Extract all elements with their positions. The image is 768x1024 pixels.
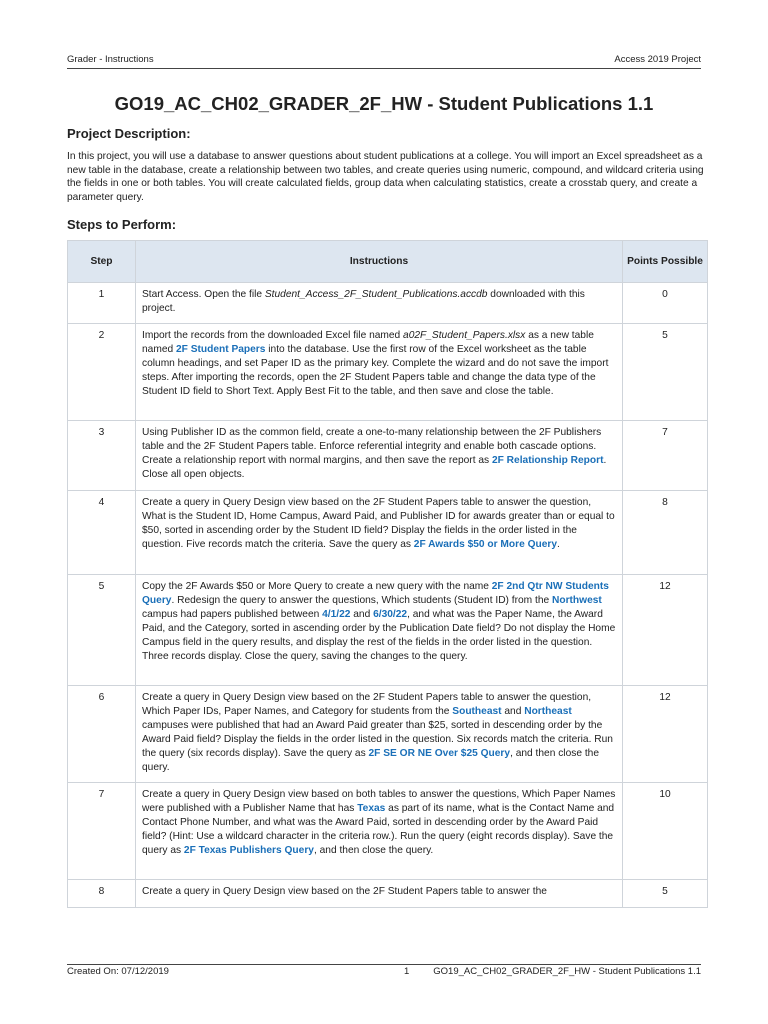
highlighted-term: Texas (357, 802, 386, 814)
instruction-text: Create a query in Query Design view based on both tables to answer the questions, Which Paper Names were published with a Publisher Name that has (142, 789, 616, 814)
column-header-points: Points Possible (623, 241, 708, 283)
table-row (68, 575, 708, 686)
instruction-text: Using Publisher ID as the common field, create a one-to-many relationship between the 2F Publishers table and the 2F Student Papers table. Enforce referential integrity and enable both cascade options. Create a relationship report with normal margins, and then save the report as (142, 427, 602, 466)
instruction-text: . (557, 538, 560, 550)
step-instructions (136, 491, 623, 575)
file-name: a02F_Student_Papers.xlsx (403, 330, 526, 341)
step-instructions (136, 421, 623, 491)
highlighted-term: 6/30/22 (373, 608, 408, 620)
steps-table-header-row (68, 241, 708, 283)
step-instructions (136, 575, 623, 686)
instruction-text: into the database. Use the first row of the Excel worksheet as the table column headings, and set Paper ID as the primary key. Complete the wizard and do not save the import steps. After importing the records, open the 2F Student Papers table and change the data type of the Student ID field to Short Text. Apply Best Fit to the table, and then save and close the table. (142, 343, 609, 397)
footer-created-date: Created On: 07/12/2019 (67, 966, 169, 977)
step-points: 0 (623, 283, 708, 324)
step-instructions (136, 686, 623, 783)
highlighted-term: 2F Relationship Report (491, 454, 604, 466)
instruction-text: as part of its name, what is the Contact Name and Contact Phone Number, and what was the Award Paid, sorted in descending order by the Award Paid field? (Hint: Use a wildcard character in the criteria row.). Run the query (eight records display). Save the query as (142, 802, 615, 856)
steps-heading: Steps to Perform: (67, 217, 177, 232)
highlighted-term: 2F 2nd Qtr NW Students Query (142, 581, 609, 606)
step-points: 12 (623, 686, 708, 783)
steps-table (67, 240, 708, 908)
instruction-text: , and what was the Paper Name, the Award Paid, and the Category, sorted in ascending order by the Publication Date field? Do not display the Home Campus field in the query results, and display the rest of the fields in the order listed in the question. Three records display. Close the query, saving the changes to the query. (142, 608, 616, 662)
instruction-text: Create a query in Query Design view based on the 2F Student Papers table to answer the (142, 886, 547, 897)
step-number: 2 (68, 324, 136, 421)
footer-page-number: 1 (403, 966, 410, 977)
highlighted-term: Northwest (551, 594, 602, 606)
header-right: Access 2019 Project (614, 54, 701, 65)
step-points: 8 (623, 491, 708, 575)
step-number: 7 (68, 783, 136, 880)
step-number: 8 (68, 880, 136, 908)
instruction-text: Copy the 2F Awards $50 or More Query to create a new query with the name (142, 581, 492, 592)
step-points: 7 (623, 421, 708, 491)
table-row (68, 783, 708, 880)
table-row (68, 880, 708, 908)
header-left: Grader - Instructions (67, 54, 154, 65)
step-number: 5 (68, 575, 136, 686)
table-row (68, 491, 708, 575)
page-header (67, 54, 701, 69)
step-instructions (136, 283, 623, 324)
instruction-text: and (501, 705, 525, 717)
highlighted-term: Northeast (524, 705, 572, 717)
instruction-text: Start Access. Open the file (142, 289, 265, 300)
project-description-heading: Project Description: (67, 126, 191, 141)
instruction-text: Import the records from the downloaded Excel file named (142, 330, 404, 341)
step-number: 3 (68, 421, 136, 491)
table-row (68, 324, 708, 421)
column-header-instructions: Instructions (136, 241, 623, 283)
step-instructions (136, 783, 623, 880)
instruction-text: downloaded with this project. (142, 289, 585, 314)
step-points: 12 (623, 575, 708, 686)
instruction-text: campuses were published that had an Award Paid greater than $25, sorted in descending order by the Award Paid field? Display the fields in the order listed in the question. Six records match the criteria. Run the query (six records display). Save the query as (142, 719, 613, 759)
instruction-text: , and then close the query. (313, 844, 434, 856)
step-number: 4 (68, 491, 136, 575)
table-row (68, 686, 708, 783)
highlighted-term: 4/1/22 (322, 608, 351, 620)
table-row (68, 283, 708, 324)
highlighted-term: 2F Student Papers (175, 343, 266, 355)
column-header-step: Step (68, 241, 136, 283)
step-points: 5 (623, 324, 708, 421)
step-number: 6 (68, 686, 136, 783)
instruction-text: , and then close the query. (142, 747, 599, 773)
highlighted-term: Southeast (452, 705, 502, 717)
instruction-text: . Close all open objects. (142, 454, 607, 480)
step-instructions (136, 880, 623, 908)
document-title: GO19_AC_CH02_GRADER_2F_HW - Student Publications 1.1 (114, 93, 654, 114)
instruction-text: . Redesign the query to answer the questions, Which students (Student ID) from the (171, 594, 552, 606)
instruction-text: and (350, 608, 374, 620)
step-number: 1 (68, 283, 136, 324)
project-description-text: In this project, you will use a database to answer questions about student publications at a college. You will import an Excel spreadsheet as a new table in the database, create a relationship between two tables, and create queries using numeric, compound, and wildcard criteria using the fields in one or both tables. You will create calculated fields, group data when calculating statistics, create a crosstab query, and create a parameter query. (67, 151, 704, 203)
footer-document-name: GO19_AC_CH02_GRADER_2F_HW - Student Publications 1.1 (433, 966, 701, 977)
instruction-text: Create a query in Query Design view based on the 2F Student Papers table to answer the question, What is the Student ID, Home Campus, Award Paid, and Publisher ID for awards greater than or equal to $50, sorted in ascending order by the Student ID field? Display the fields in the order listed in the question. Five records match the criteria. Save the query as (142, 497, 615, 550)
file-name: Student_Access_2F_Student_Publications.accdb (264, 289, 488, 300)
step-points: 10 (623, 783, 708, 880)
page-footer (67, 964, 701, 980)
step-points: 5 (623, 880, 708, 908)
instruction-text: Create a query in Query Design view based on the 2F Student Papers table to answer the question, Which Paper IDs, Paper Names, and Category for students from the (142, 692, 592, 717)
instruction-text: campus had papers published between (142, 608, 323, 620)
table-row (68, 421, 708, 491)
instruction-text: as a new table named (142, 330, 594, 355)
highlighted-term: 2F Awards $50 or More Query (413, 538, 558, 550)
step-instructions (136, 324, 623, 421)
highlighted-term: 2F Texas Publishers Query (183, 844, 314, 856)
highlighted-term: 2F SE OR NE Over $25 Query (368, 747, 511, 759)
